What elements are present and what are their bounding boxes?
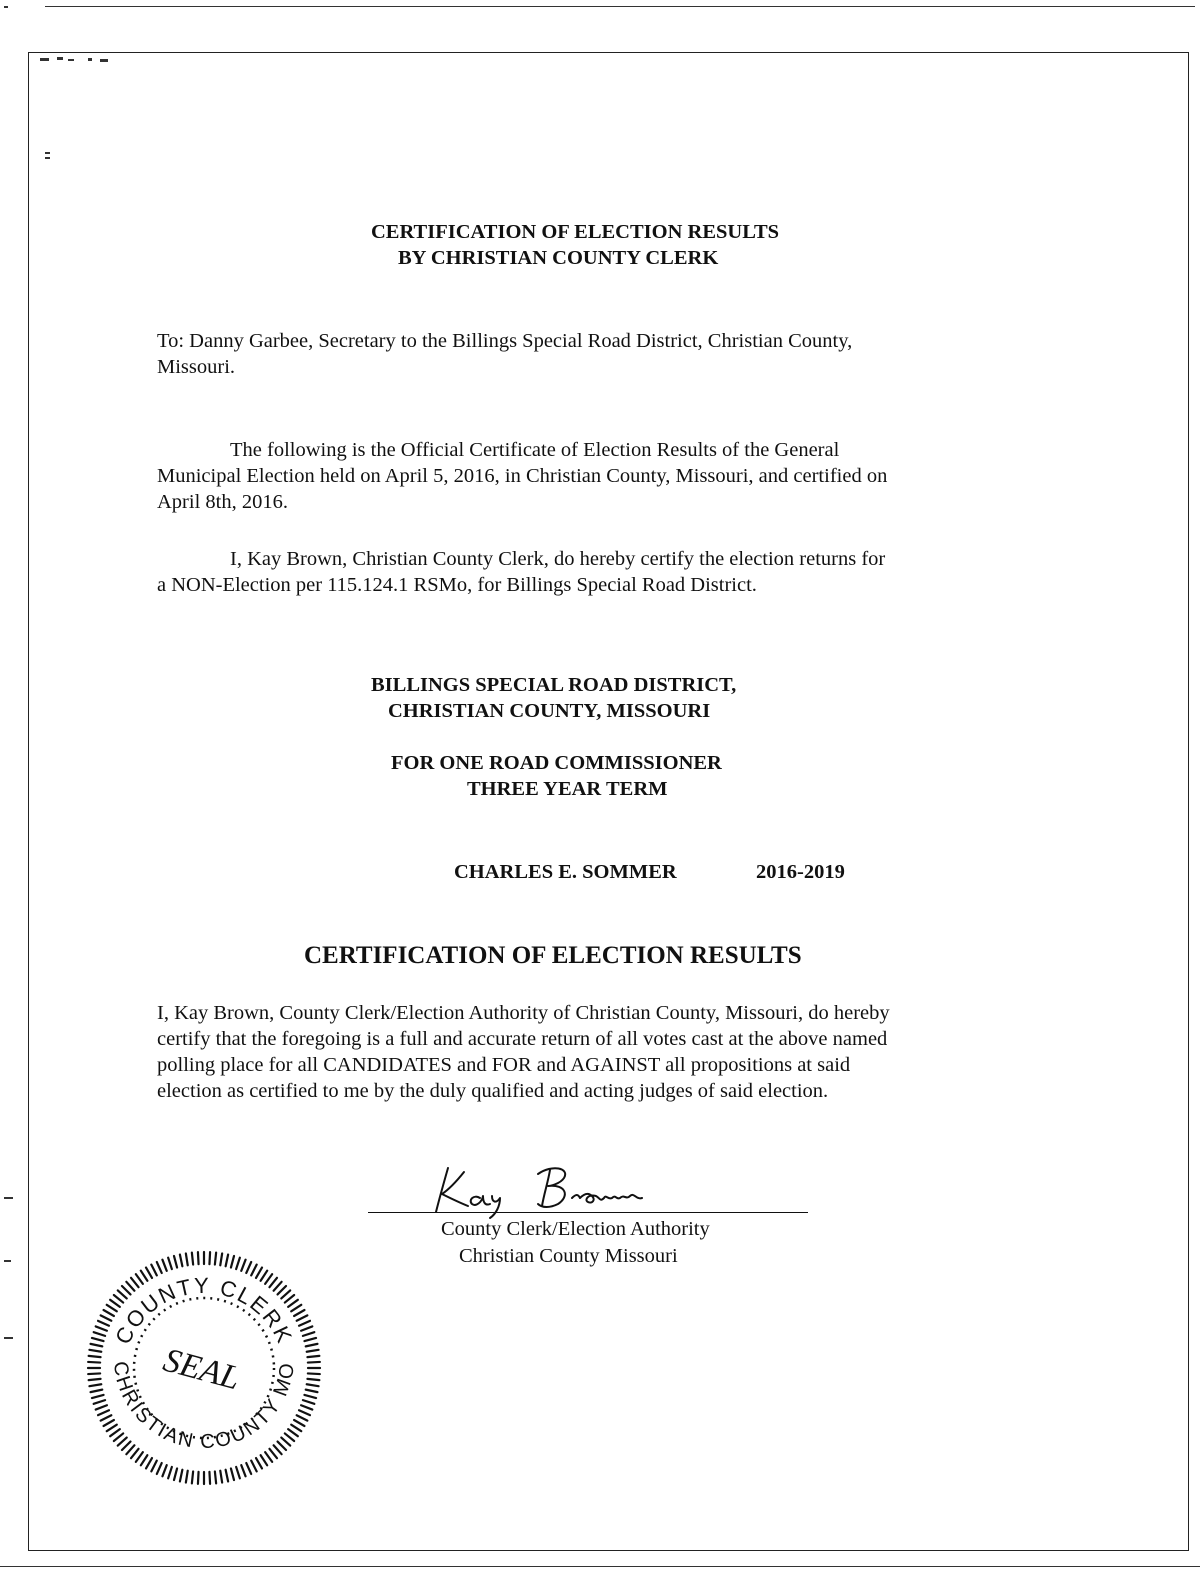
seal-edge-tick [215,1471,216,1483]
seal-edge-tick [246,1262,251,1273]
seal-edge-tick [141,1455,148,1465]
seal-edge-tick [104,1310,114,1316]
handwritten-signature [420,1160,680,1220]
seal-edge-tick [94,1400,105,1404]
seal-edge-tick [91,1390,103,1393]
seal-edge-tick [192,1253,193,1265]
seal-edge-tick [91,1344,103,1347]
seal-edge-tick [220,1471,222,1483]
seal-edge-tick [136,1274,143,1284]
certification-line2: certify that the foregoing is a full and accurate return of all votes cast at the above named [157,1028,888,1050]
seal-edge-tick [308,1373,320,1374]
scan-speck [40,58,49,61]
paragraph1-line1: The following is the Official Certificate of Election Results of the General [230,439,840,461]
seal-edge-tick [226,1255,229,1267]
seal-edge-tick [251,1461,256,1472]
district-line2: CHRISTIAN COUNTY, MISSOURI [388,700,711,722]
seal-edge-tick [301,1326,312,1330]
scan-speck [45,157,50,159]
seal-edge-tick [281,1438,290,1446]
paragraph2-line2: a NON-Election per 115.124.1 RSMo, for Billings Special Road District. [157,574,757,596]
seal-edge-tick [131,1278,139,1287]
seal-edge-tick [256,1268,262,1278]
county-clerk-seal [84,1248,324,1488]
seal-edge-tick [297,1415,308,1420]
office-line1: FOR ONE ROAD COMMISSIONER [391,752,722,774]
seal-edge-tick [107,1425,117,1432]
seal-edge-tick [96,1405,107,1409]
seal-edge-tick [304,1395,316,1398]
seal-edge-tick [307,1379,319,1380]
certification-heading: CERTIFICATION OF ELECTION RESULTS [304,942,802,969]
seal-edge-tick [110,1300,120,1307]
document-title-line1: CERTIFICATION OF ELECTION RESULTS [371,221,780,243]
seal-edge-tick [114,1433,123,1441]
seal-edge-tick [107,1305,117,1312]
seal-edge-tick [265,1274,272,1284]
seal-edge-tick [114,1295,123,1303]
seal-edge-tick [110,1429,120,1436]
seal-edge-tick [198,1252,199,1264]
seal-edge-tick [246,1463,251,1474]
seal-edge-tick [136,1452,143,1462]
addressee-line2: Missouri. [157,356,236,378]
seal-edge-tick [303,1332,314,1336]
seal-edge-tick [241,1465,245,1476]
seal-edge-tick [174,1256,177,1268]
seal-edge-tick [122,1442,130,1450]
seal-edge-tick [303,1400,314,1404]
scan-speck [45,152,50,154]
seal-edge-tick [274,1282,282,1291]
scan-speck [4,6,8,8]
seal-edge-tick [278,1442,286,1450]
seal-edge-tick [98,1321,109,1326]
seal-edge-tick [101,1315,112,1320]
seal-edge-tick [288,1429,298,1436]
seal-edge-tick [274,1445,282,1454]
seal-edge-tick [180,1470,183,1482]
seal-edge-tick [301,1405,312,1409]
seal-edge-tick [307,1356,319,1357]
top-scan-rule [45,6,1195,7]
seal-edge-tick [294,1420,304,1426]
seal-edge-tick [122,1286,130,1294]
scan-speck [68,59,74,61]
seal-edge-tick [236,1467,240,1478]
seal-edge-tick [98,1410,109,1415]
seal-edge-tick [215,1253,216,1265]
seal-edge-tick [291,1305,301,1312]
seal-edge-tick [306,1390,318,1393]
seal-edge-tick [307,1384,319,1386]
seal-edge-tick [198,1472,199,1484]
candidate-name: CHARLES E. SOMMER [454,861,677,883]
seal-bottom-text: CHRISTIAN COUNTY MO [108,1359,300,1454]
seal-edge-tick [168,1467,172,1478]
seal-edge-tick [256,1458,262,1468]
seal-center-text: SEAL [159,1341,244,1398]
seal-edge-tick [236,1258,240,1269]
seal-edge-tick [174,1468,177,1480]
signer-title-line1: County Clerk/Election Authority [441,1218,710,1240]
bottom-scan-rule [0,1566,1200,1567]
seal-edge-tick [146,1458,152,1468]
seal-edge-tick [89,1379,101,1380]
seal-edge-tick [297,1315,308,1320]
seal-edge-tick [251,1265,256,1276]
scan-speck [4,1197,13,1199]
seal-edge-tick [92,1395,104,1398]
seal-edge-tick [168,1258,172,1269]
seal-edge-tick [278,1286,286,1294]
seal-edge-tick [285,1295,294,1303]
seal-edge-tick [162,1465,166,1476]
office-line2: THREE YEAR TERM [467,778,668,800]
district-line1: BILLINGS SPECIAL ROAD DISTRICT, [371,674,737,696]
scan-speck [88,58,92,61]
seal-edge-tick [89,1356,101,1357]
document-title-line2: BY CHRISTIAN COUNTY CLERK [398,247,719,269]
seal-edge-tick [231,1256,234,1268]
seal-edge-tick [261,1455,268,1465]
certification-line4: election as certified to me by the duly qualified and acting judges of said election. [157,1080,829,1102]
seal-edge-tick [157,1463,162,1474]
candidate-term: 2016-2019 [756,861,845,883]
seal-edge-tick [89,1384,101,1386]
paragraph1-line3: April 8th, 2016. [157,491,288,513]
seal-edge-tick [299,1321,310,1326]
paragraph1-line2: Municipal Election held on April 5, 2016, in Christian County, Missouri, and certified on [157,465,888,487]
seal-edge-tick [141,1271,148,1281]
seal-edge-tick [209,1472,210,1484]
seal-edge-tick [89,1350,101,1352]
seal-edge-tick [220,1253,222,1265]
seal-edge-tick [180,1255,183,1267]
signature-line [368,1212,808,1213]
seal-edge-tick [261,1271,268,1281]
seal-edge-tick [288,1300,298,1307]
seal-edge-tick [88,1373,100,1374]
seal-edge-tick [104,1420,114,1426]
seal-edge-tick [231,1468,234,1480]
seal-edge-tick [96,1326,107,1330]
certification-line3: polling place for all CANDIDATES and FOR and AGAINST all propositions at said [157,1054,851,1076]
seal-edge-tick [186,1253,188,1265]
seal-edge-tick [308,1362,320,1363]
addressee-line1: To: Danny Garbee, Secretary to the Billings Special Road District, Christian County, [157,330,853,352]
seal-edge-tick [94,1332,105,1336]
seal-edge-tick [226,1470,229,1482]
seal-edge-tick [101,1415,112,1420]
certification-line1: I, Kay Brown, County Clerk/Election Authority of Christian County, Missouri, do hereby [157,1002,890,1024]
seal-edge-tick [118,1290,127,1298]
seal-edge-tick [151,1265,156,1276]
seal-edge-tick [92,1338,104,1341]
seal-edge-tick [209,1252,210,1264]
scan-speck [4,1337,13,1339]
seal-edge-tick [88,1362,100,1363]
paragraph2-line1: I, Kay Brown, Christian County Clerk, do hereby certify the election returns for [230,548,886,570]
seal-edge-tick [294,1310,304,1316]
seal-edge-tick [126,1282,134,1291]
seal-edge-tick [285,1433,294,1441]
seal-edge-tick [265,1452,272,1462]
seal-edge-tick [304,1338,316,1341]
seal-edge-tick [291,1425,301,1432]
signer-title-line2: Christian County Missouri [459,1245,678,1267]
seal-edge-tick [307,1350,319,1352]
seal-top-text: COUNTY CLERK [110,1272,298,1349]
scan-speck [4,1260,11,1262]
scan-speck [100,59,108,62]
seal-edge-tick [299,1410,310,1415]
seal-edge-tick [306,1344,318,1347]
seal-edge-tick [241,1260,245,1271]
seal-edge-tick [281,1290,290,1298]
seal-edge-tick [157,1262,162,1273]
seal-edge-tick [126,1445,134,1454]
seal-edge-tick [186,1471,188,1483]
seal-edge-tick [146,1268,152,1278]
seal-edge-tick [269,1278,277,1287]
seal-edge-tick [192,1471,193,1483]
seal-edge-tick [269,1449,277,1458]
seal-edge-tick [162,1260,166,1271]
seal-edge-tick [118,1438,127,1446]
seal-edge-tick [151,1461,156,1472]
scan-speck [57,57,63,60]
seal-edge-tick [131,1449,139,1458]
